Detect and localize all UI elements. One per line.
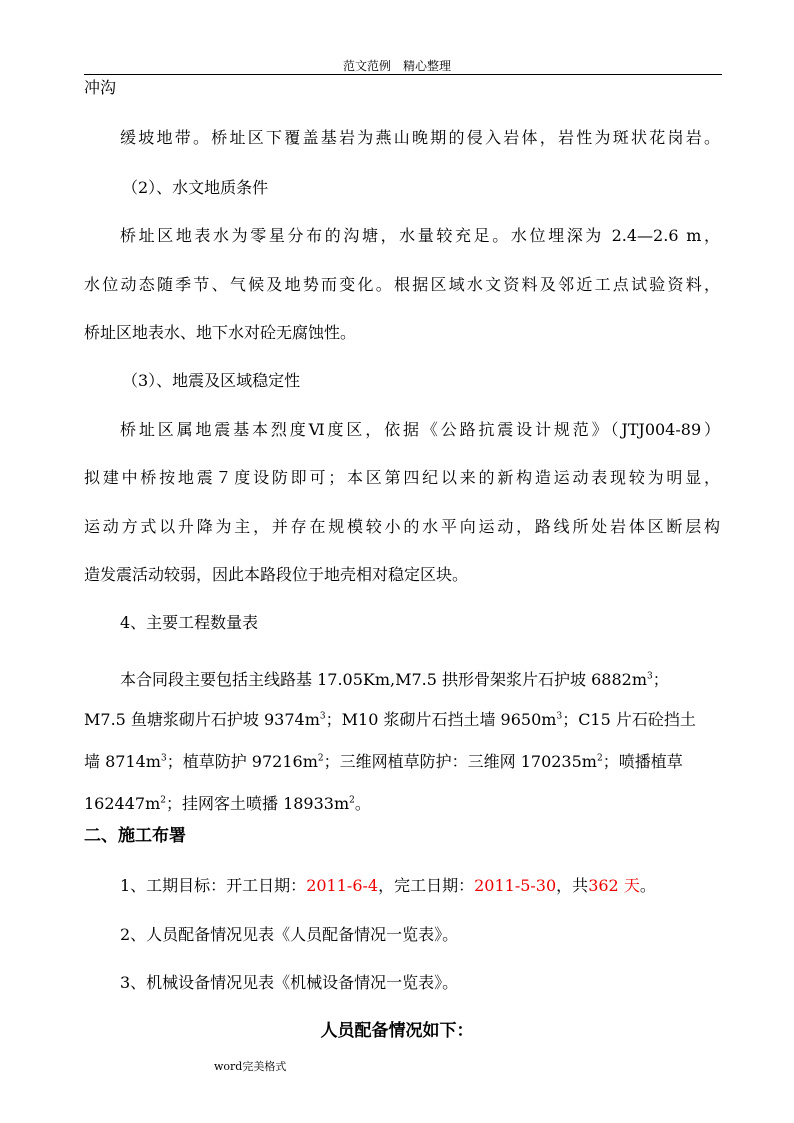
text-line: 桥址区属地震基本烈度Ⅵ度区，依据《公路抗震设计规范》（JTJ004-89） xyxy=(120,420,720,439)
section-heading: （3）、地震及区域稳定性 xyxy=(122,371,301,390)
text-fragment: 墙 8714m xyxy=(84,752,161,771)
page-footer: word完美格式 xyxy=(214,1060,287,1073)
text-fragment: ，共 xyxy=(556,876,589,895)
text-line: 造发震活动较弱，因此本路段位于地壳相对稳定区块。 xyxy=(84,565,469,584)
text-fragment: ； xyxy=(652,670,669,689)
header-rule xyxy=(84,74,722,75)
start-date: 2011-6-4 xyxy=(306,876,379,895)
superscript: 2 xyxy=(596,753,603,764)
superscript: 3 xyxy=(319,711,326,722)
text-fragment: 。 xyxy=(354,794,371,813)
text-line: 3、机械设备情况见表《机械设备情况一览表》。 xyxy=(120,973,459,992)
text-line: 桥址区地表水、地下水对砼无腐蚀性。 xyxy=(84,323,357,342)
quantities-line xyxy=(84,752,683,772)
text-fragment: 。 xyxy=(639,876,656,895)
text-line: 2、人员配备情况见表《人员配备情况一览表》。 xyxy=(120,925,459,944)
text-fragment: 162447m xyxy=(84,794,161,813)
duration: 362 天 xyxy=(588,876,640,895)
superscript: 3 xyxy=(647,671,653,682)
text-fragment: M7.5 鱼塘浆砌片石护坡 9374m xyxy=(84,710,320,729)
text-line: 桥址区地表水为零星分布的沟塘，水量较充足。水位埋深为 2.4—2.6 m， xyxy=(120,226,720,245)
text-fragment: ；植草防护 97216m xyxy=(166,752,318,771)
section-heading: （2）、水文地质条件 xyxy=(122,178,269,197)
chapter-heading: 二、施工布署 xyxy=(84,826,186,846)
quantities-line xyxy=(84,794,371,814)
quantities-line xyxy=(84,710,696,730)
text-line: 运动方式以升降为主，并存在规模较小的水平向运动，路线所处岩体区断层构 xyxy=(84,517,720,536)
text-fragment: 本合同段主要包括主线路基 17.05Km,M7.5 拱形骨架浆片石护坡 6882m xyxy=(120,670,647,689)
page-header: 范文范例 精心整理 xyxy=(342,59,451,73)
superscript: 2 xyxy=(160,795,166,806)
text-fragment: ；三维网植草防护：三维网 170235m xyxy=(323,752,597,771)
schedule-line xyxy=(120,876,656,896)
superscript: 2 xyxy=(317,753,324,764)
text-fragment: ；挂网客土喷播 18933m xyxy=(165,794,350,813)
text-line: 拟建中桥按地震７度设防即可；本区第四纪以来的新构造运动表现较为明显， xyxy=(84,468,720,487)
section-heading: 4、主要工程数量表 xyxy=(120,613,259,632)
text-line: 冲沟 xyxy=(84,78,117,97)
quantities-line xyxy=(120,670,669,690)
text-fragment: ，完工日期： xyxy=(378,876,475,895)
superscript: 3 xyxy=(160,753,167,764)
text-line: 水位动态随季节、气候及地势而变化。根据区域水文资料及邻近工点试验资料， xyxy=(84,275,720,294)
table-title: 人员配备情况如下： xyxy=(320,1021,474,1041)
text-fragment: ；喷播植草 xyxy=(602,752,683,771)
superscript: 2 xyxy=(349,795,355,806)
text-fragment: ；C15 片石砼挡土 xyxy=(562,710,696,729)
text-fragment: ；M10 浆砌片石挡土墙 9650m xyxy=(325,710,557,729)
end-date: 2011-5-30 xyxy=(474,876,557,895)
superscript: 3 xyxy=(556,711,563,722)
text-line: 缓坡地带。桥址区下覆盖基岩为燕山晚期的侵入岩体，岩性为斑状花岗岩。 xyxy=(120,128,720,147)
text-fragment: 1、工期目标：开工日期： xyxy=(120,876,307,895)
